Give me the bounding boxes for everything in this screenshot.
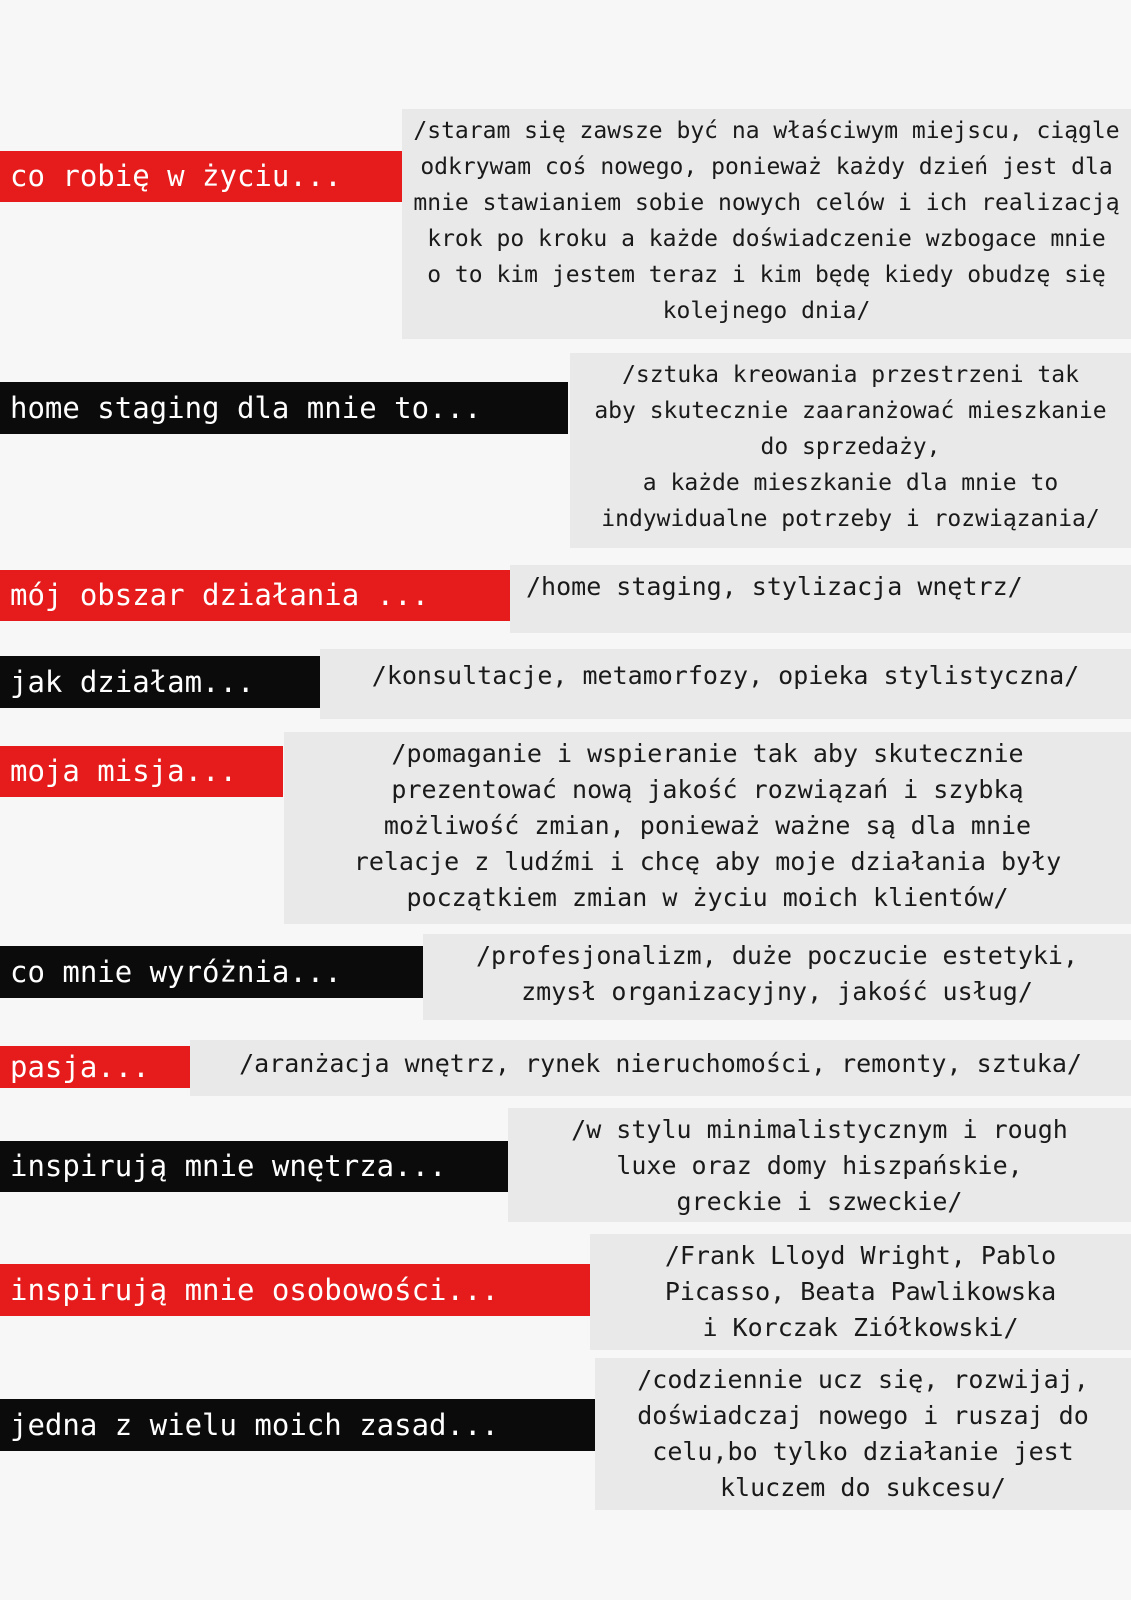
answer-home-staging: /sztuka kreowania przestrzeni tak aby skutecznie zaaranżować mieszkanie do sprzedaży, a każde mieszkanie dla mnie to indywidualne potrzeby i rozwiązania/ xyxy=(570,353,1131,548)
answer-co-mnie-wyroznia: /profesjonalizm, duże poczucie estetyki, zmysł organizacyjny, jakość usług/ xyxy=(423,934,1131,1020)
answer-jedna-z-zasad: /codziennie ucz się, rozwijaj, doświadczaj nowego i ruszaj do celu,bo tylko działanie jest kluczem do sukcesu/ xyxy=(595,1358,1131,1510)
answer-obszar-dzialania: /home staging, stylizacja wnętrz/ xyxy=(510,565,1131,633)
answer-co-robie: /staram się zawsze być na właściwym miejscu, ciągle odkrywam coś nowego, ponieważ każdy dzień jest dla mnie stawianiem sobie nowych celów i ich realizacją krok po kroku a każde doświadczenie wzbogace mnie o to kim jestem teraz i kim będę kiedy obudzę się kolejnego dnia/ xyxy=(402,109,1131,339)
label-moja-misja: moja misja... xyxy=(0,746,283,797)
answer-jak-dzialam: /konsultacje, metamorfozy, opieka stylistyczna/ xyxy=(320,649,1131,719)
answer-inspiruja-osobowosci: /Frank Lloyd Wright, Pablo Picasso, Beata Pawlikowska i Korczak Ziółkowski/ xyxy=(590,1234,1131,1350)
label-co-robie: co robię w życiu... xyxy=(0,151,404,202)
label-inspiruja-wnetrza: inspirują mnie wnętrza... xyxy=(0,1141,508,1192)
label-co-mnie-wyroznia: co mnie wyróżnia... xyxy=(0,946,424,998)
answer-inspiruja-wnetrza: /w stylu minimalistycznym i rough luxe oraz domy hiszpańskie, greckie i szweckie/ xyxy=(508,1108,1131,1222)
answer-moja-misja: /pomaganie i wspieranie tak aby skutecznie prezentować nową jakość rozwiązań i szybką możliwość zmian, ponieważ ważne są dla mnie relacje z ludźmi i chcę aby moje działania były początkiem zmian w życiu moich klientów/ xyxy=(284,732,1131,924)
answer-pasja: /aranżacja wnętrz, rynek nieruchomości, remonty, sztuka/ xyxy=(190,1040,1131,1096)
label-home-staging: home staging dla mnie to... xyxy=(0,382,568,434)
label-obszar-dzialania: mój obszar działania ... xyxy=(0,570,510,621)
label-jak-dzialam: jak działam... xyxy=(0,656,322,708)
label-inspiruja-osobowosci: inspirują mnie osobowości... xyxy=(0,1264,590,1316)
label-pasja: pasja... xyxy=(0,1046,190,1088)
label-jedna-z-zasad: jedna z wielu moich zasad... xyxy=(0,1399,596,1451)
